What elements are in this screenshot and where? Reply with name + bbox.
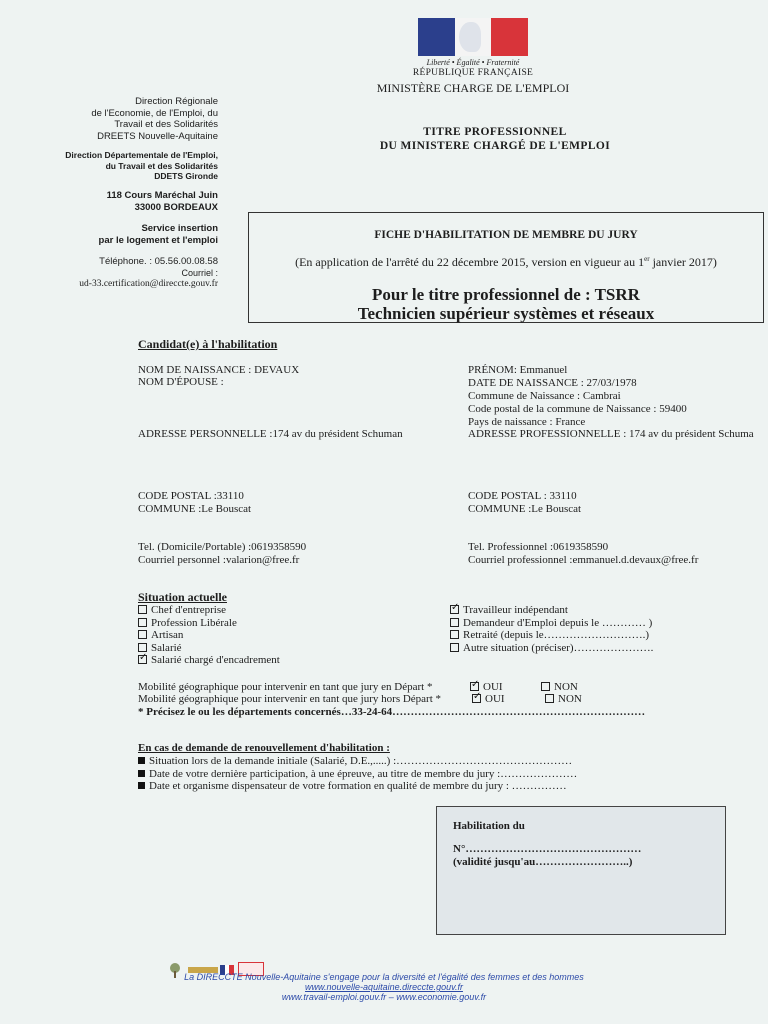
situation-left-list: [138, 604, 280, 667]
direction-departementale: Direction Départementale de l'Emploi, du Travail et des Solidarités DDETS Gironde: [65, 150, 218, 181]
checkbox[interactable]: [450, 618, 459, 627]
fiche-titre-name: Pour le titre professionnel de : TSRR Technicien supérieur systèmes et réseaux: [357, 285, 655, 323]
commune-pro: COMMUNE :Le Bouscat: [468, 503, 582, 515]
pays-naissance: Pays de naissance : France: [468, 416, 586, 428]
checkbox-item: ✓Travailleur indépendant: [450, 604, 653, 617]
tel-pro: Tel. Professionnel :0619358590: [468, 541, 609, 553]
situation-heading: Situation actuelle: [138, 590, 227, 604]
code-postal-pro: CODE POSTAL : 33110: [468, 490, 577, 502]
renouvellement-heading: En cas de demande de renouvellement d'habilitation :: [138, 742, 390, 754]
republic-motto: Liberté • Égalité • Fraternité: [426, 58, 520, 67]
hors-depart-non-option: NON: [545, 693, 582, 706]
footer-links[interactable]: www.travail-emploi.gouv.fr – www.economie.gouv.fr: [281, 992, 487, 1002]
mobilite-depart: Mobilité géographique pour intervenir en tant que jury en Départ *: [138, 681, 433, 693]
office-address: 118 Cours Maréchal Juin 33000 BORDEAUX: [106, 190, 218, 213]
commune-naissance: Commune de Naissance : Cambrai: [468, 390, 621, 402]
list-item: Situation lors de la demande initiale (Salarié, D.E.,.....) :…………………………………………: [138, 755, 577, 768]
checkbox[interactable]: [138, 605, 147, 614]
courriel-pro: Courriel professionnel :emmanuel.d.devaux@free.fr: [468, 554, 699, 566]
list-item: Date de votre dernière participation, à une épreuve, au titre de membre du jury :…………………: [138, 768, 577, 781]
checkbox[interactable]: [450, 643, 459, 652]
checkbox-checked[interactable]: [138, 655, 147, 664]
hors-depart-oui-option: ✓OUI: [472, 693, 505, 706]
list-item: Date et organisme dispensateur de votre formation en qualité de membre du jury : ……………: [138, 780, 577, 793]
tel-perso: Tel. (Domicile/Portable) :0619358590: [138, 541, 307, 553]
footer-diversity: La DIRECCTE Nouvelle-Aquitaine s'engage pour la diversité et l'égalité des femmes et des hommes: [184, 972, 584, 982]
depart-oui-option: ✓OUI: [470, 681, 503, 694]
fiche-title: FICHE D'HABILITATION DE MEMBRE DU JURY: [374, 229, 638, 241]
direction-regionale: Direction Régionale de l'Economie, de l'Emploi, du Travail et des Solidarités DREETS Nouvelle-Aquitaine: [91, 96, 218, 142]
habilitation-box: [436, 806, 726, 935]
fiche-application: (En application de l'arrêté du 22 décembre 2015, version en vigueur au 1er janvier 2017): [295, 255, 717, 269]
situation-right-list: [450, 604, 653, 654]
nom-naissance: NOM DE NAISSANCE : DEVAUX: [138, 364, 300, 376]
square-bullet-icon: [138, 770, 145, 777]
checkbox-item: Salarié: [138, 642, 280, 655]
courriel-label: Courriel :: [181, 267, 218, 278]
checkbox-item: Artisan: [138, 629, 280, 642]
renouvellement-list: [138, 755, 577, 793]
cp-naissance: Code postal de la commune de Naissance : 59400: [468, 403, 687, 415]
checkbox[interactable]: [138, 643, 147, 652]
republique-francaise: RÉPUBLIQUE FRANÇAISE: [412, 68, 534, 78]
adresse-personnelle: ADRESSE PERSONNELLE :174 av du président Schuman: [138, 428, 403, 440]
code-postal-perso: CODE POSTAL :33110: [138, 490, 244, 502]
checkbox-item: Chef d'entreprise: [138, 604, 280, 617]
adresse-professionnelle: ADRESSE PROFESSIONNELLE : 174 av du président Schuma: [468, 428, 754, 440]
courriel-perso: Courriel personnel :valarion@free.fr: [138, 554, 300, 566]
square-bullet-icon: [138, 757, 145, 764]
checkbox[interactable]: [450, 630, 459, 639]
fiche-box: [248, 212, 764, 323]
courriel-email: ud-33.certification@direccte.gouv.fr: [79, 279, 218, 289]
ministere-title: MINISTÈRE CHARGE DE L'EMPLOI: [376, 81, 570, 95]
checkbox-item: Autre situation (préciser)………………….: [450, 642, 653, 655]
square-bullet-icon: [138, 782, 145, 789]
prenom: PRÉNOM: Emmanuel: [468, 364, 568, 376]
checkbox-item: Retraité (depuis le……………………….): [450, 629, 653, 642]
habilitation-numero: N°…………………………………………: [453, 843, 642, 855]
mobilite-hors-depart: Mobilité géographique pour intervenir en tant que jury hors Départ *: [138, 693, 442, 705]
habilitation-title: Habilitation du: [453, 820, 525, 832]
checkbox-item: Demandeur d'Emploi depuis le ………… ): [450, 617, 653, 630]
checkbox[interactable]: [541, 682, 550, 691]
footer-link-direccte[interactable]: www.nouvelle-aquitaine.direccte.gouv.fr: [305, 982, 463, 992]
checkbox[interactable]: [545, 694, 554, 703]
checkbox[interactable]: [138, 618, 147, 627]
habilitation-validite: (validité jusqu'au……………………..): [453, 856, 633, 868]
checkbox-checked[interactable]: [450, 605, 459, 614]
checkbox-checked[interactable]: [470, 682, 479, 691]
service-insertion: Service insertion par le logement et l'emploi: [98, 223, 218, 246]
nom-epouse: NOM D'ÉPOUSE :: [138, 376, 224, 388]
telephone: Téléphone. : 05.56.00.08.58: [99, 256, 218, 267]
departements-concernes: * Précisez le ou les départements concernés…33-24-64……………………………………………………………: [138, 706, 646, 718]
checkbox-checked[interactable]: [472, 694, 481, 703]
marianne-logo: [418, 18, 528, 56]
checkbox-item: Profession Libérale: [138, 617, 280, 630]
candidat-heading: Candidat(e) à l'habilitation: [138, 337, 278, 351]
commune-perso: COMMUNE :Le Bouscat: [138, 503, 252, 515]
depart-non-option: NON: [541, 681, 578, 694]
contact-block: [40, 256, 218, 291]
checkbox-item: ✓Salarié chargé d'encadrement: [138, 654, 280, 667]
date-naissance: DATE DE NAISSANCE : 27/03/1978: [468, 377, 637, 389]
titre-professionnel: TITRE PROFESSIONNEL DU MINISTERE CHARGÉ DE L'EMPLOI: [379, 126, 611, 152]
checkbox[interactable]: [138, 630, 147, 639]
